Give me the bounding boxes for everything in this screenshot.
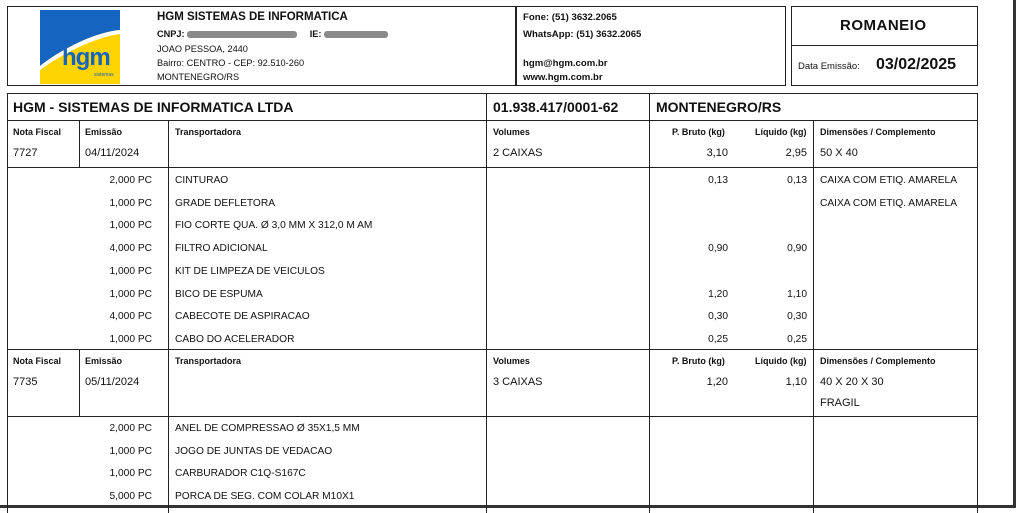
label-dimensoes: Dimensões / Complemento [820, 127, 936, 137]
invoice-number: 7735 [13, 376, 38, 388]
company-neighborhood: Bairro: CENTRO - CEP: 92.510-260 [157, 58, 305, 68]
redacted-cnpj [187, 31, 297, 38]
item-description: GRADE DEFLETORA [175, 197, 276, 209]
invoice-net-weight: 1,10 [785, 376, 807, 388]
invoice-gross-weight: 3,10 [706, 147, 728, 159]
invoice-complement: FRAGIL [820, 397, 860, 409]
item-quantity: 1,000 PC [109, 197, 152, 209]
company-email: hgm@hgm.com.br [523, 58, 608, 69]
date-value: 03/02/2025 [876, 56, 957, 73]
invoice-number: 7727 [13, 147, 38, 159]
logo-text: hgm [62, 44, 110, 71]
item-gross-weight: 1,20 [708, 288, 728, 300]
document-title: ROMANEIO [840, 17, 927, 34]
item-gross-weight: 0,13 [708, 175, 728, 186]
company-phone: Fone: (51) 3632.2065 [523, 12, 617, 23]
invoice-dimensions: 40 X 20 X 30 [820, 376, 884, 388]
company-website: www.hgm.com.br [523, 72, 603, 83]
invoice-gross-weight: 1,20 [706, 376, 728, 388]
romaneio-divider [791, 45, 978, 46]
company-logo [40, 10, 120, 84]
col-divider [168, 120, 169, 513]
recipient-name: HGM - SISTEMAS DE INFORMATICA LTDA [13, 99, 294, 115]
label-peso-bruto: P. Bruto (kg) [672, 356, 725, 366]
logo-subtext: sistemas [94, 72, 114, 78]
item-net-weight: 0,90 [787, 243, 807, 255]
item-quantity: 1,000 PC [109, 468, 152, 480]
recipient-cnpj: 01.938.417/0001-62 [493, 99, 619, 115]
item-net-weight: 0,13 [787, 175, 807, 186]
col-divider [486, 93, 487, 513]
date-label: Data Emissão: [798, 61, 860, 72]
item-quantity: 1,000 PC [109, 288, 152, 300]
item-quantity: 4,000 PC [109, 243, 152, 255]
item-description: CARBURADOR C1Q-S167C [175, 468, 306, 480]
item-quantity: 5,000 PC [109, 491, 152, 503]
contact-box [516, 6, 786, 86]
item-complement: CAIXA COM ETIQ. AMARELA [820, 197, 957, 209]
item-net-weight: 0,25 [787, 333, 807, 345]
recipient-city: MONTENEGRO/RS [656, 99, 782, 115]
company-city: MONTENEGRO/RS [157, 72, 240, 82]
label-emissao: Emissão [85, 356, 123, 366]
item-description: BICO DE ESPUMA [175, 288, 263, 300]
item-gross-weight: 0,30 [708, 311, 728, 323]
item-description: CABO DO ACELERADOR [175, 333, 295, 345]
invoice-date: 05/11/2024 [85, 376, 140, 388]
label-peso-bruto: P. Bruto (kg) [672, 127, 725, 137]
label-volumes: Volumes [493, 356, 530, 366]
col-divider [649, 93, 650, 513]
item-net-weight: 1,10 [787, 288, 807, 300]
label-dimensoes: Dimensões / Complemento [820, 356, 936, 366]
item-description: FILTRO ADICIONAL [175, 243, 268, 255]
invoice-2-separator [7, 349, 978, 350]
item-quantity: 1,000 PC [109, 265, 152, 277]
redacted-ie [324, 31, 388, 38]
col-divider [79, 120, 80, 167]
label-transportadora: Transportadora [175, 356, 242, 366]
item-description: FIO CORTE QUA. Ø 3,0 MM X 312,0 M AM [175, 220, 373, 232]
company-whatsapp: WhatsApp: (51) 3632.2065 [523, 29, 642, 40]
label-peso-liquido: Líquido (kg) [755, 356, 807, 366]
invoice-volumes: 3 CAIXAS [493, 376, 543, 388]
col-divider [813, 120, 814, 513]
ie-label: IE: [309, 29, 322, 39]
item-description: KIT DE LIMPEZA DE VEICULOS [175, 265, 325, 277]
item-net-weight: 0,30 [787, 311, 807, 323]
item-quantity: 1,000 PC [109, 220, 152, 232]
company-name: HGM SISTEMAS DE INFORMATICA [157, 11, 348, 23]
invoice-date: 04/11/2024 [85, 147, 140, 159]
label-nota-fiscal: Nota Fiscal [13, 127, 62, 137]
invoice-volumes: 2 CAIXAS [493, 147, 543, 159]
item-quantity: 2,000 PC [109, 175, 152, 186]
item-gross-weight: 0,25 [708, 333, 728, 345]
item-description: ANEL DE COMPRESSAO Ø 35X1,5 MM [175, 423, 360, 434]
item-gross-weight: 0,90 [708, 243, 728, 255]
invoice-1-header-line [7, 167, 978, 168]
item-quantity: 1,000 PC [109, 333, 152, 345]
item-description: PORCA DE SEG. COM COLAR M10X1 [175, 491, 355, 503]
company-ids [157, 29, 388, 39]
company-address: JOAO PESSOA, 2440 [157, 44, 248, 54]
label-emissao: Emissão [85, 127, 123, 137]
item-description: CABECOTE DE ASPIRACAO [175, 311, 310, 323]
item-quantity: 2,000 PC [109, 423, 152, 434]
item-quantity: 4,000 PC [109, 311, 152, 323]
item-complement: CAIXA COM ETIQ. AMARELA [820, 175, 957, 186]
label-peso-liquido: Líquido (kg) [755, 127, 807, 137]
recipient-row-line [7, 120, 978, 121]
item-description: CINTURAO [175, 175, 229, 186]
invoice-2-header-line [7, 416, 978, 417]
label-transportadora: Transportadora [175, 127, 242, 137]
item-description: JOGO DE JUNTAS DE VEDACAO [175, 445, 333, 457]
invoice-dimensions: 50 X 40 [820, 147, 858, 159]
invoice-net-weight: 2,95 [785, 147, 807, 159]
item-quantity: 1,000 PC [109, 445, 152, 457]
col-divider [79, 349, 80, 416]
cnpj-label: CNPJ: [157, 29, 185, 39]
label-nota-fiscal: Nota Fiscal [13, 356, 62, 366]
label-volumes: Volumes [493, 127, 530, 137]
